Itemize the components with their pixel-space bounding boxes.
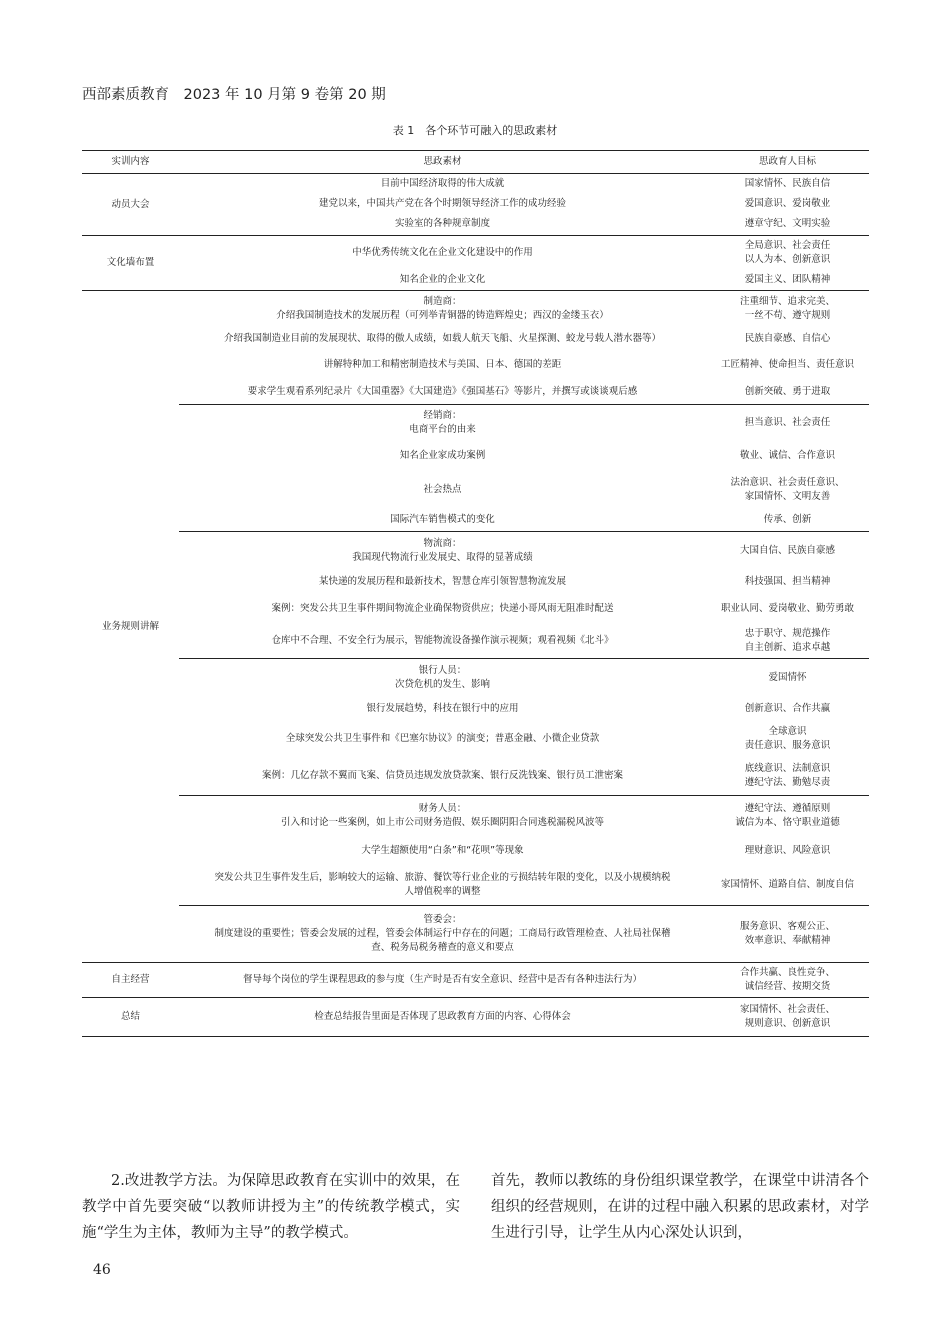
goal-line: 自主创新、追求卓越 [744, 641, 831, 653]
goal-cell [706, 906, 869, 963]
material-line: 仓库中不合理、不安全行为展示，智能物流设备操作演示视频；观看视频《北斗》 [271, 634, 614, 646]
goal-cell [706, 532, 869, 570]
material-line: 案例：突发公共卫生事件期间物流企业确保物资供应；快递小哥风雨无阻准时配送 [271, 602, 614, 614]
table-row [82, 866, 869, 906]
goal-cell [706, 866, 869, 906]
material-cell [179, 327, 706, 351]
goal-line: 担当意识、社会责任 [744, 416, 831, 428]
material-cell [179, 509, 706, 532]
material-line: 制造商： [423, 295, 462, 307]
material-line: 介绍我国制造技术的发展历程（可列举青铜器的铸造辉煌史；西汉的金缕玉衣） [276, 309, 609, 321]
goal-line: 科技强国、担当精神 [744, 575, 831, 587]
section-name: 动员大会 [111, 198, 150, 210]
table-row [82, 758, 869, 796]
material-cell [179, 291, 706, 327]
goal-line: 底线意识、法制意识 [744, 763, 831, 775]
table-body [82, 174, 869, 1037]
table-row [82, 405, 869, 441]
goal-line: 爱国情怀 [768, 671, 807, 683]
material-cell [179, 998, 706, 1037]
table-row [82, 721, 869, 758]
material-line: 制度建设的重要性；管委会发展的过程，管委会体制运行中存在的问题；工商局行政管理检查、人社局社保稽 [214, 928, 671, 940]
goal-line: 大国自信、民族自豪感 [739, 544, 835, 556]
goal-line: 服务意识、客观公正、 [739, 921, 835, 933]
goal-cell [706, 836, 869, 866]
material-line: 人增值税率的调整 [404, 886, 481, 898]
table-row [82, 509, 869, 532]
material-line: 督导每个岗位的学生课程思政的参与度（生产时是否有安全意识、经营中是否有各种违法行为） [242, 974, 642, 986]
material-line: 电商平台的由来 [409, 423, 476, 435]
table-row [82, 236, 869, 270]
material-line: 检查总结报告里面是否体现了思政教育方面的内容、心得体会 [314, 1011, 571, 1023]
table-row [82, 570, 869, 594]
material-line: 讲解特种加工和精密制造技术与美国、日本、德国的差距 [323, 359, 562, 371]
material-line: 知名企业家成功案例 [399, 450, 486, 462]
material-cell [179, 441, 706, 472]
goal-line: 合作共赢、良性竞争、 [739, 967, 835, 979]
material-cell [179, 866, 706, 906]
goal-line: 全局意识、社会责任 [744, 239, 831, 251]
body-column-left [82, 1168, 460, 1246]
goal-line: 以人为本、创新意识 [744, 253, 831, 265]
goal-cell [706, 236, 869, 270]
goal-cell [706, 327, 869, 351]
goal-line: 忠于职守、规范操作 [744, 627, 831, 639]
goal-cell [706, 405, 869, 441]
material-cell [179, 405, 706, 441]
material-cell [179, 532, 706, 570]
goal-cell [706, 214, 869, 236]
material-line: 经销商： [423, 409, 462, 421]
goal-cell [706, 291, 869, 327]
goal-cell [706, 174, 869, 194]
material-cell [179, 963, 706, 998]
material-line: 银行发展趋势，科技在银行中的应用 [366, 702, 519, 714]
material-line: 实验室的各种规章制度 [394, 218, 490, 230]
goal-cell [706, 441, 869, 472]
table-row [82, 194, 869, 214]
material-cell [179, 721, 706, 758]
table-row [82, 351, 869, 380]
section-name: 文化墙布置 [82, 236, 179, 291]
goal-line: 创新突破、勇于进取 [744, 385, 831, 397]
material-line: 次贷危机的发生、影响 [394, 678, 490, 690]
material-line: 大学生超额使用“白条”和“花呗”等现象 [361, 844, 524, 856]
goal-line: 注重细节、追求完美、 [739, 295, 835, 307]
goal-line: 规则意识、创新意识 [744, 1018, 831, 1029]
section-name: 业务规则讲解 [82, 291, 179, 963]
body-paragraph: 2.改进教学方法。为保障思政教育在实训中的效果，在教学中首先要突破“以教师讲授为主”的传统教学模式，实施“学生为主体，教师为主导”的教学模式。 [82, 1173, 460, 1241]
body-paragraph: 首先，教师以教练的身份组织课堂教学，在课堂中讲清各个组织的经营规则，在讲的过程中融入积累的思政素材，对学生进行引导，让学生从内心深处认识到， [491, 1173, 869, 1241]
goal-line: 一丝不苟、遵守规则 [744, 309, 831, 321]
table-row [82, 472, 869, 509]
goal-line: 爱国意识、爱岗敬业 [744, 197, 831, 209]
material-line: 社会热点 [423, 484, 462, 496]
table-caption: 表 1 各个环节可融入的思政素材 [392, 124, 558, 137]
journal-header: 西部素质教育 2023 年 10 月第 9 卷第 20 期 [82, 87, 386, 103]
material-cell [179, 836, 706, 866]
goal-line: 诚信为本、恪守职业道德 [735, 816, 840, 828]
goal-line: 工匠精神、使命担当、责任意识 [720, 359, 854, 371]
material-cell [179, 624, 706, 659]
table-row [82, 796, 869, 836]
goal-cell [706, 194, 869, 214]
material-cell [179, 351, 706, 380]
material-line: 查、税务局税务稽查的意义和要点 [371, 941, 514, 953]
goal-cell [706, 472, 869, 509]
header-materials: 思政素材 [179, 151, 706, 174]
table-row [82, 532, 869, 570]
goal-line: 诚信经营、按期交货 [744, 981, 831, 992]
goal-cell [706, 796, 869, 836]
goal-cell [706, 570, 869, 594]
goal-cell [706, 509, 869, 532]
table-row [82, 380, 869, 405]
material-cell [179, 194, 706, 214]
material-cell [179, 758, 706, 796]
section-name: 自主经营 [82, 963, 179, 998]
goal-line: 遵纪守法、遵循原则 [744, 802, 831, 814]
material-cell [179, 236, 706, 270]
goal-cell [706, 270, 869, 291]
goal-line: 家国情怀、道路自信、制度自信 [720, 879, 854, 891]
goal-cell [706, 963, 869, 998]
table-row [82, 624, 869, 659]
material-cell [179, 380, 706, 405]
goal-cell [706, 758, 869, 796]
section-name: 总结 [82, 998, 179, 1037]
material-line: 突发公共卫生事件发生后，影响较大的运输、旅游、餐饮等行业企业的亏损结转年限的变化，以及小规模纳税 [214, 872, 671, 884]
material-line: 建党以来，中国共产党在各个时期领导经济工作的成功经验 [318, 197, 566, 209]
material-line: 全球突发公共卫生事件和《巴塞尔协议》的演变；普惠金融、小微企业贷款 [285, 733, 600, 745]
goal-cell [706, 697, 869, 721]
table-row [82, 697, 869, 721]
table-row [82, 441, 869, 472]
goal-cell [706, 998, 869, 1037]
material-line: 介绍我国制造业目前的发展现状、取得的傲人成绩，如载人航天飞船、火星探测、蛟龙号载人潜水器等） [223, 332, 661, 344]
goal-cell [706, 380, 869, 405]
material-line: 银行人员： [418, 664, 467, 676]
material-line: 国际汽车销售模式的变化 [390, 513, 495, 525]
table-row [82, 174, 869, 194]
material-cell [179, 472, 706, 509]
material-cell [179, 174, 706, 194]
material-line: 物流商： [423, 537, 462, 549]
goal-line: 职业认同、爱岗敬业、勤劳勇敢 [720, 602, 854, 614]
goal-line: 法治意识、社会责任意识、 [730, 477, 845, 489]
table-row [82, 270, 869, 291]
goal-line: 家国情怀、文明友善 [744, 491, 831, 502]
header-training-content: 实训内容 [82, 151, 179, 174]
material-cell [179, 214, 706, 236]
table-row [82, 998, 869, 1037]
table-row [82, 659, 869, 697]
material-cell [179, 906, 706, 963]
material-cell [179, 659, 706, 697]
header-goals: 思政育人目标 [706, 151, 869, 174]
material-cell [179, 594, 706, 624]
goal-line: 遵章守纪、文明实验 [744, 218, 831, 230]
material-cell [179, 570, 706, 594]
material-line: 某快递的发展历程和最新技术，智慧仓库引领智慧物流发展 [318, 575, 566, 587]
table-row [82, 214, 869, 236]
material-line: 管委会： [423, 914, 462, 926]
goal-line: 敬业、诚信、合作意识 [739, 450, 835, 462]
goal-cell [706, 594, 869, 624]
material-line: 案例：几亿存款不翼而飞案、信贷员违规发放贷款案、银行反洗钱案、银行员工泄密案 [261, 770, 623, 782]
material-cell [179, 270, 706, 291]
material-line: 中华优秀传统文化在企业文化建设中的作用 [352, 246, 533, 258]
table-row [82, 963, 869, 998]
goal-line: 民族自豪感、自信心 [744, 332, 831, 344]
goal-cell [706, 659, 869, 697]
goal-line: 理财意识、风险意识 [744, 844, 831, 856]
table-header-row [82, 151, 869, 174]
goal-cell [706, 721, 869, 758]
table-row [82, 836, 869, 866]
material-line: 财务人员： [418, 802, 467, 814]
body-column-right [491, 1168, 869, 1246]
goal-line: 全球意识 [768, 726, 807, 738]
page-number: 46 [93, 1262, 111, 1278]
goal-line: 爱国主义、团队精神 [744, 273, 831, 285]
goal-line: 责任意识、服务意识 [744, 740, 831, 751]
material-line: 目前中国经济取得的伟大成就 [380, 177, 505, 189]
table-row [82, 291, 869, 327]
material-line: 引入和讨论一些案例，如上市公司财务造假、娱乐圈阴阳合同逃税漏税风波等 [280, 816, 604, 828]
goal-line: 家国情怀、社会责任、 [739, 1004, 835, 1016]
goal-cell [706, 624, 869, 659]
goal-line: 效率意识、奉献精神 [744, 935, 831, 946]
material-line: 要求学生观看系列纪录片《大国重器》《大国建造》《强国基石》等影片，并撰写或谈谈观后感 [247, 385, 638, 397]
material-cell [179, 796, 706, 836]
material-line: 我国现代物流行业发展史、取得的显著成绩 [352, 551, 533, 563]
goal-line: 创新意识、合作共赢 [744, 702, 831, 714]
table-row [82, 327, 869, 351]
goal-line: 传承、创新 [763, 513, 812, 525]
table-row [82, 906, 869, 963]
table-row [82, 594, 869, 624]
ideology-materials-table [82, 150, 869, 1037]
material-cell [179, 697, 706, 721]
goal-line: 国家情怀、民族自信 [744, 177, 831, 189]
material-line: 知名企业的企业文化 [399, 273, 486, 285]
goal-line: 遵纪守法、勤勉尽责 [744, 777, 831, 789]
goal-cell [706, 351, 869, 380]
